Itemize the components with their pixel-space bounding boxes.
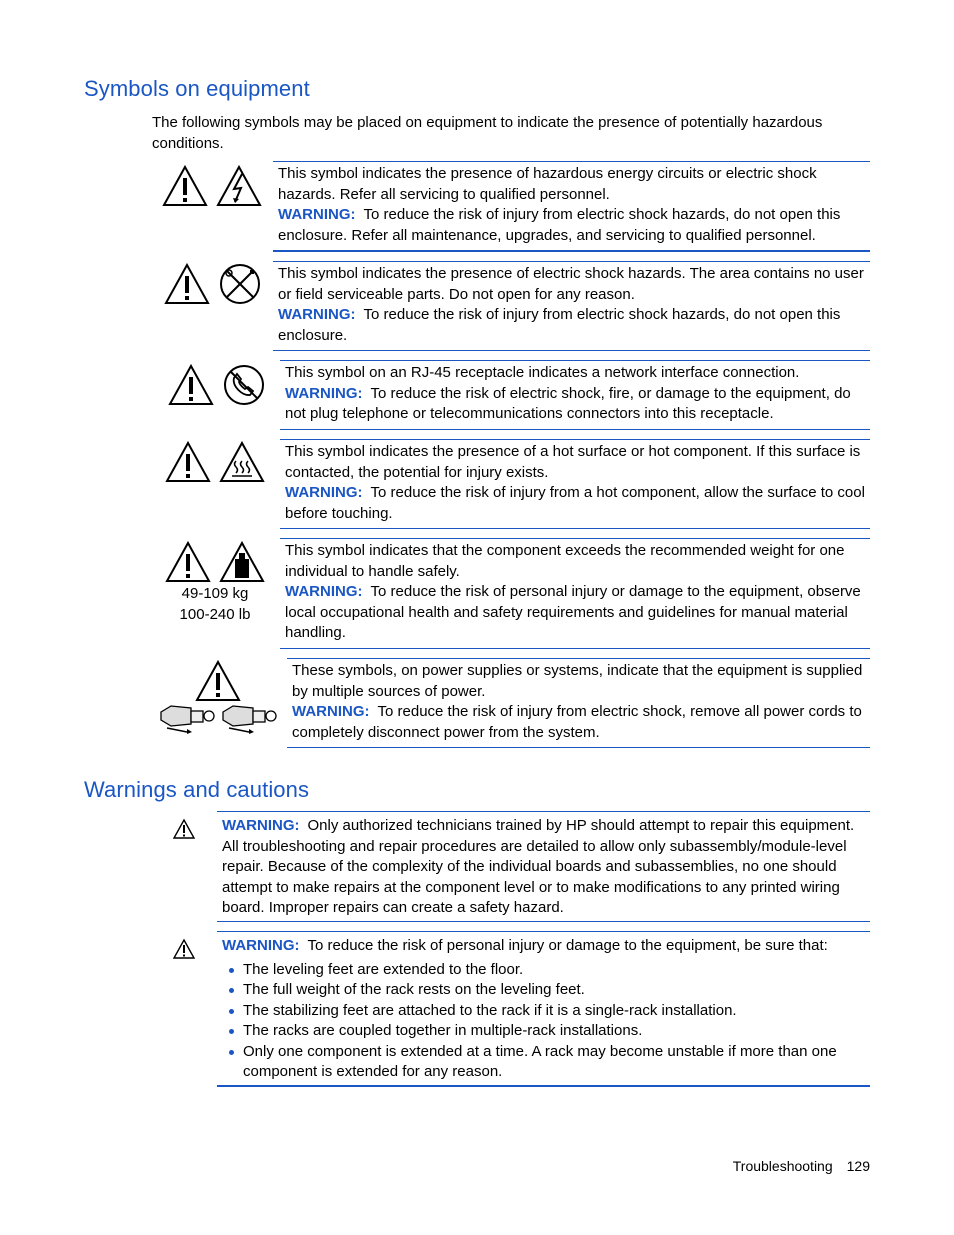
symbol-box-5	[280, 538, 870, 649]
weight-caption-kg: 49-109 kg	[181, 585, 249, 602]
symbol-box-1	[273, 161, 870, 252]
bullet-list	[222, 960, 866, 1083]
symbol-icons-1	[160, 163, 266, 209]
list-item: The stabilizing feet are attached to the rack if it is a single-rack installation.	[222, 1001, 866, 1022]
symbol-text-5: This symbol indicates that the component exceeds the recommended weight for one individual to handle safely.	[285, 542, 845, 580]
symbol-text-4: This symbol indicates the presence of a hot surface or hot component. If this surface is contacted, the potential for injury exists.	[285, 443, 861, 481]
symbol-icons-4	[163, 439, 269, 485]
no-telephone-icon	[222, 364, 266, 406]
list-item: Only one component is extended at a time. A rack may become unstable if more than one component is extended for any reason.	[222, 1042, 866, 1083]
warning-triangle-icon	[195, 660, 241, 702]
symbol-warning-2: To reduce the risk of injury from electric shock hazards, do not open this enclosure.	[278, 306, 841, 344]
symbol-box-2	[273, 261, 870, 351]
warning-triangle-icon	[164, 263, 210, 305]
electric-shock-icon	[216, 165, 262, 207]
warning-triangle-icon	[168, 364, 214, 406]
page-number: 129	[846, 1158, 870, 1174]
warning-triangle-icon	[165, 441, 211, 483]
symbol-text-2: This symbol indicates the presence of electric shock hazards. The area contains no user or field serviceable parts. Do not open for any reason.	[278, 265, 864, 303]
warning-triangle-icon	[165, 541, 211, 583]
symbol-icons-5	[163, 539, 269, 585]
symbol-box-6	[287, 658, 870, 748]
symbol-text-1: This symbol indicates the presence of hazardous energy circuits or electric shock hazards. Refer all servicing to qualified personnel.	[278, 165, 817, 203]
symbol-text-3: This symbol on an RJ-45 receptacle indicates a network interface connection.	[285, 364, 800, 381]
heavy-weight-icon	[219, 541, 265, 583]
symbol-icons-2	[162, 261, 268, 307]
warning-box-2	[217, 931, 870, 1087]
symbol-icons-6	[155, 658, 281, 738]
weight-caption-lb: 100-240 lb	[179, 606, 251, 623]
symbol-warning-1: To reduce the risk of injury from electric shock hazards, do not open this enclosure. Refer all maintenance, upgrades, and servicing to qualified personnel.	[278, 206, 841, 244]
power-cord-icon	[157, 702, 217, 734]
list-item: The racks are coupled together in multiple-rack installations.	[222, 1021, 866, 1042]
power-cord-icon	[219, 702, 279, 734]
list-item: The full weight of the rack rests on the leveling feet.	[222, 980, 866, 1001]
intro-paragraph: The following symbols may be placed on equipment to indicate the presence of potentially hazardous conditions.	[152, 114, 823, 152]
symbol-box-3	[280, 360, 870, 430]
warning-text-1: Only authorized technicians trained by HP should attempt to repair this equipment. All troubleshooting and repair procedures are detailed to allow only subassembly/module-level repair. Because of the complexity of the individual boards and subassemblies, no one should attempt to make repairs at the component level or to make modifications to any printed wiring board. Improper repairs can create a safety hazard.	[222, 817, 855, 916]
no-tools-icon	[218, 263, 262, 305]
warning-label: WARNING:	[278, 306, 356, 323]
section-title-symbols: Symbols on equipment	[84, 76, 310, 101]
footer-section: Troubleshooting	[732, 1158, 833, 1174]
symbol-text-6: These symbols, on power supplies or systems, indicate that the equipment is supplied by multiple sources of power.	[292, 662, 863, 700]
warning-box-1	[217, 811, 870, 922]
weight-caption	[163, 583, 267, 625]
warning-label: WARNING:	[285, 384, 363, 402]
symbol-box-4	[280, 439, 870, 529]
warning-text-2: To reduce the risk of personal injury or damage to the equipment, be sure that:	[307, 937, 828, 954]
warning-label: WARNING:	[222, 817, 300, 834]
symbol-warning-5: To reduce the risk of personal injury or damage to the equipment, observe local occupational health and safety requirements and guidelines for manual material handling.	[285, 583, 861, 641]
list-item: The leveling feet are extended to the floor.	[222, 960, 866, 981]
warning-label: WARNING:	[292, 703, 370, 720]
symbol-warning-6: To reduce the risk of injury from electric shock, remove all power cords to completely disconnect power from the system.	[292, 703, 862, 741]
warning-triangle-icon	[173, 819, 195, 839]
symbol-warning-4: To reduce the risk of injury from a hot component, allow the surface to cool before touching.	[285, 484, 865, 522]
warning-triangle-icon	[173, 939, 195, 959]
warning-label: WARNING:	[222, 937, 300, 954]
warning-triangle-icon	[162, 165, 208, 207]
symbol-icons-3	[166, 362, 270, 408]
warning-label: WARNING:	[285, 484, 363, 501]
page-footer	[719, 1158, 870, 1174]
section-title-warnings: Warnings and cautions	[84, 777, 310, 802]
hot-surface-icon	[219, 441, 265, 483]
warning-label: WARNING:	[285, 583, 363, 600]
warning-label: WARNING:	[278, 206, 356, 223]
symbol-warning-3: To reduce the risk of electric shock, fire, or damage to the equipment, do not plug telephone or telecommunications connectors into this receptacle.	[285, 384, 851, 422]
